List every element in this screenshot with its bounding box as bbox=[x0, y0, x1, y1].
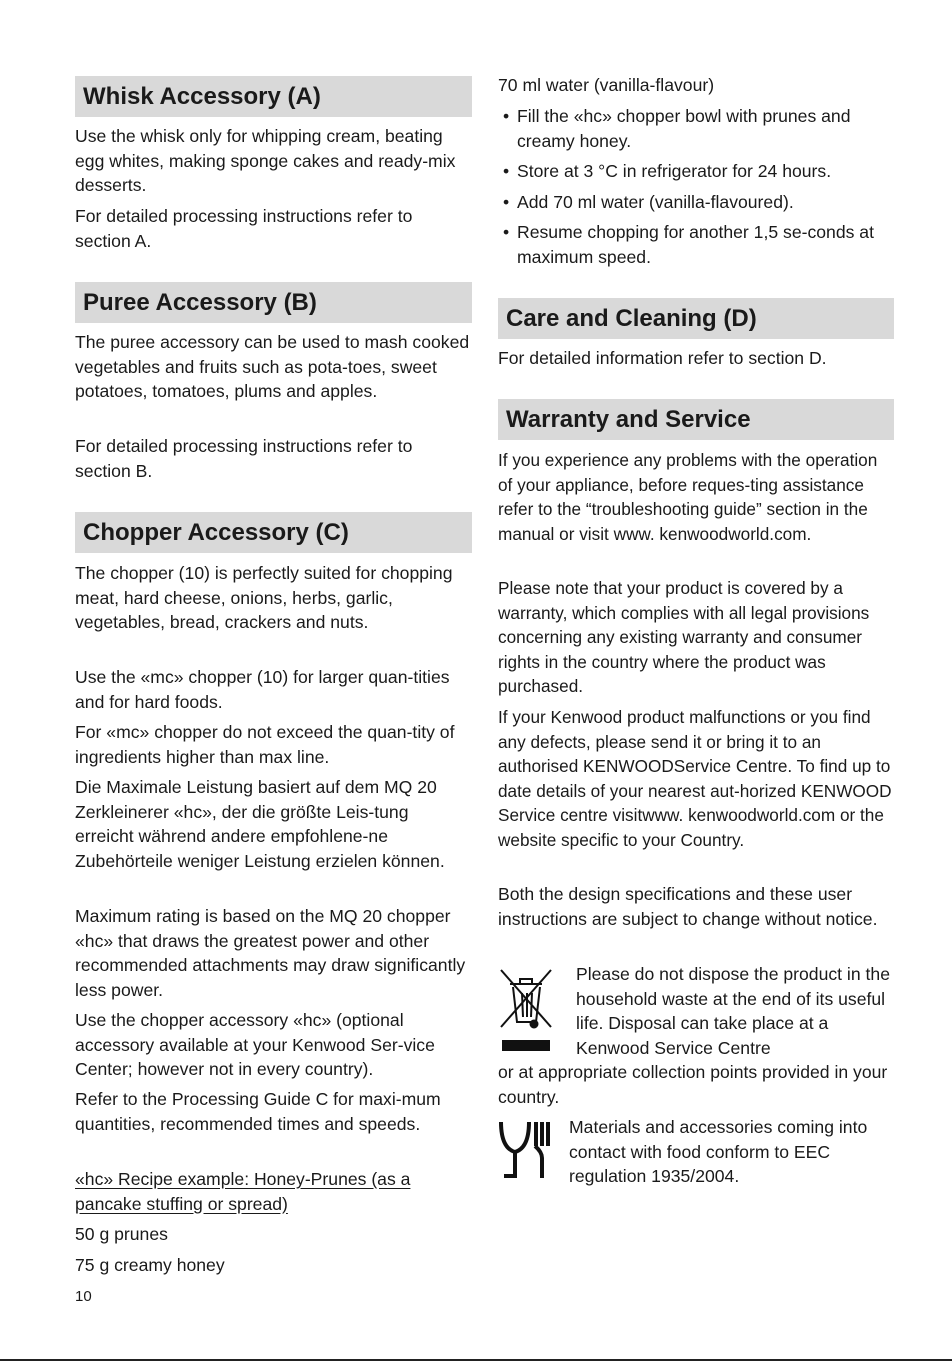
whisk-paragraph-1: Use the whisk only for whipping cream, beating egg whites, making sponge cakes and ready-mix desserts. bbox=[75, 126, 456, 196]
bullet-dot: • bbox=[503, 161, 510, 182]
chopper-paragraph-german: Die Maximale Leistung basiert auf dem MQ 20 Zerkleinerer «hc», der die größte Leis-tung erreicht während andere empfohlene-ne Zubehörteile weniger Leistung erzielen können. bbox=[75, 777, 445, 871]
bullet-dot: • bbox=[503, 106, 510, 126]
warranty-paragraph-4: Both the design specifications and these user instructions are subject to change without notice. bbox=[498, 884, 878, 929]
whisk-heading: Whisk Accessory (A) bbox=[75, 76, 472, 117]
recipe-ingredient-water: 70 ml water (vanilla-flavour) bbox=[498, 75, 715, 95]
recipe-step: • Store at 3 °C in refrigerator for 24 hours. bbox=[498, 159, 894, 184]
bullet-dot: • bbox=[503, 222, 510, 243]
food-contact-text: Materials and accessories coming into contact with food conform to EEC regulation 1935/2004. bbox=[569, 1117, 868, 1187]
whisk-paragraph-2: For detailed processing instructions refer to section A. bbox=[75, 206, 413, 251]
chopper-heading: Chopper Accessory (C) bbox=[75, 512, 472, 553]
recipe-steps-list bbox=[498, 104, 894, 276]
chopper-paragraph-rating: Maximum rating is based on the MQ 20 chopper «hc» that draws the greatest power and other recommended attachments may draw significantly less power. bbox=[75, 906, 466, 1000]
crossed-out-wheelie-bin-icon bbox=[498, 967, 554, 1055]
recipe-title: «hc» Recipe example: Honey-Prunes (as a pancake stuffing or spread) bbox=[75, 1169, 411, 1214]
chopper-paragraph-2: Use the «mc» chopper (10) for larger quan-tities and for hard foods. bbox=[75, 667, 450, 712]
warranty-paragraph-3: If your Kenwood product malfunctions or you find any defects, please send it or bring it to an authorised KENWOODService Centre. To find up to date details of your nearest aut-horized KENWOOD Service centre visitwww. kenwoodworld.com or the website specific to your Country. bbox=[498, 707, 892, 850]
chopper-paragraph-guide: Refer to the Processing Guide C for maxi-mum quantities, recommended times and speeds. bbox=[75, 1089, 441, 1134]
disposal-side-text: Please do not dispose the product in the household waste at the end of its useful life. Disposal can take place at a Kenwood Service Centre bbox=[576, 964, 890, 1058]
food-contact-glass-fork-icon bbox=[498, 1118, 550, 1180]
recipe-ingredient-prunes: 50 g prunes bbox=[75, 1224, 168, 1244]
puree-heading: Puree Accessory (B) bbox=[75, 282, 472, 323]
recipe-step: • Fill the «hc» chopper bowl with prunes and creamy honey. bbox=[503, 106, 851, 151]
warranty-heading: Warranty and Service bbox=[498, 399, 894, 440]
puree-paragraph-1: The puree accessory can be used to mash cooked vegetables and fruits such as pota-toes, sweet potatoes, tomatoes, plums and apples. bbox=[75, 332, 470, 402]
puree-paragraph-2: For detailed processing instructions refer to section B. bbox=[75, 436, 413, 481]
care-paragraph: For detailed information refer to section D. bbox=[498, 348, 827, 368]
bullet-dot: • bbox=[503, 191, 510, 212]
chopper-paragraph-3: For «mc» chopper do not exceed the quan-tity of ingredients higher than max line. bbox=[75, 722, 455, 767]
recipe-ingredient-honey: 75 g creamy honey bbox=[75, 1255, 225, 1275]
chopper-paragraph-1: The chopper (10) is perfectly suited for chopping meat, hard cheese, onions, herbs, garlic, vegetables, bread, crackers and nuts. bbox=[75, 563, 453, 633]
disposal-continued-text: or at appropriate collection points provided in your country. bbox=[498, 1062, 888, 1107]
chopper-paragraph-optional: Use the chopper accessory «hc» (optional accessory available at your Kenwood Ser-vice Center; however not in every country). bbox=[75, 1010, 435, 1080]
care-heading: Care and Cleaning (D) bbox=[498, 298, 894, 339]
warranty-paragraph-1: If you experience any problems with the operation of your appliance, before reques-ting assistance refer to the “troubleshooting guide” section in the manual or visit www. kenwoodworld.com. bbox=[498, 450, 878, 544]
recipe-step: • Resume chopping for another 1,5 se-conds at maximum speed. bbox=[503, 222, 874, 267]
page-number: 10 bbox=[75, 1288, 92, 1305]
recipe-step: • Add 70 ml water (vanilla-flavoured). bbox=[498, 190, 894, 215]
warranty-paragraph-2: Please note that your product is covered by a warranty, which complies with all legal provisions concerning any existing warranty and consumer rights in the country where the product was purchased. bbox=[498, 578, 870, 697]
bottom-divider bbox=[0, 1359, 952, 1361]
